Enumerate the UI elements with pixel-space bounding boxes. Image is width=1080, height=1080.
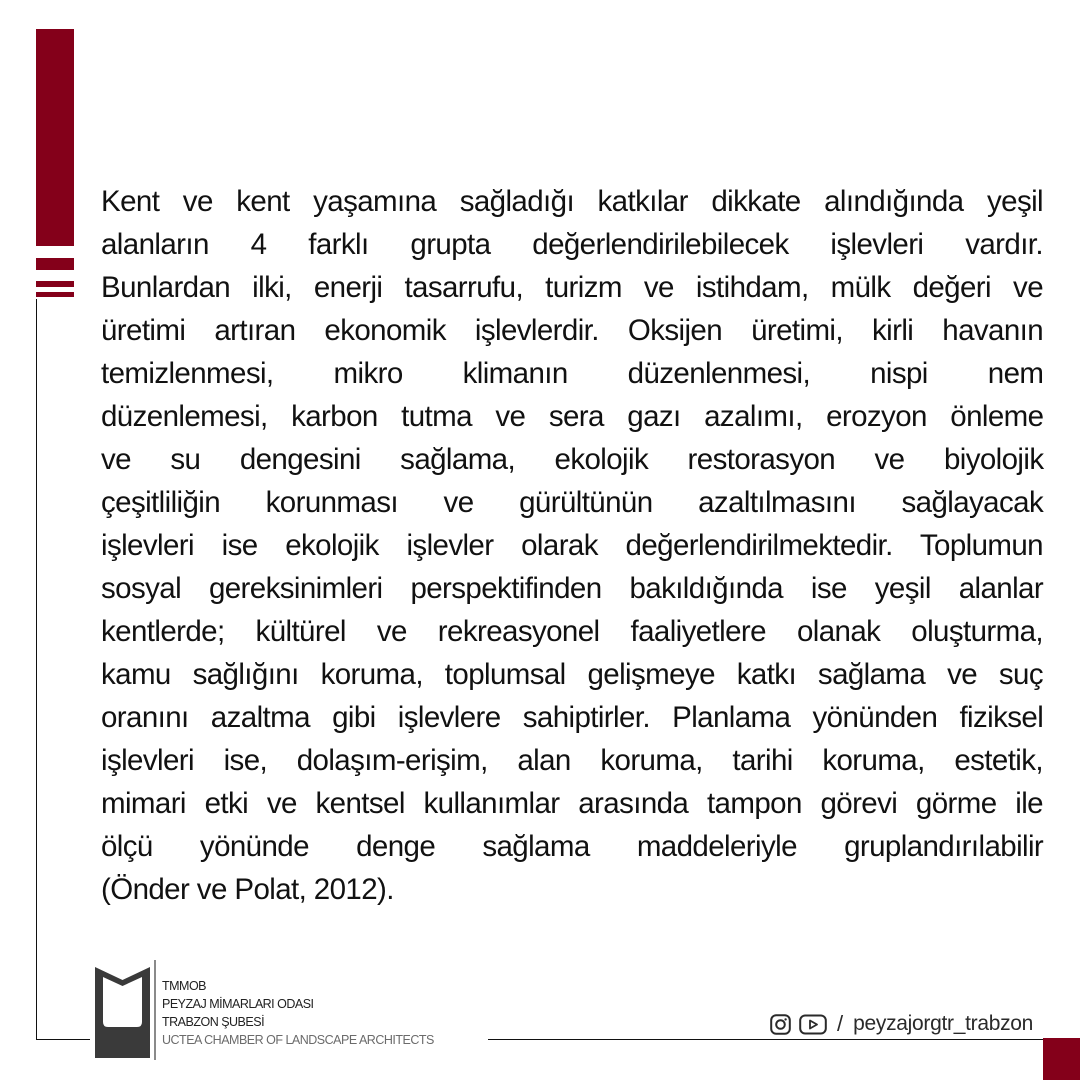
text-line: ve su dengesini sağlama, ekolojik restorasyon ve biyolojik (101, 443, 1044, 476)
organization-name (162, 977, 434, 1049)
decorative-stripe (36, 258, 74, 270)
text-line: işlevleri ise ekolojik işlevler olarak değerlendirilmektedir. Toplumun (101, 529, 1043, 562)
body-paragraph (101, 180, 1043, 911)
logo-divider (154, 960, 156, 1060)
text-line: kentlerde; kültürel ve rekreasyonel faaliyetlere olanak oluşturma, (101, 615, 1043, 648)
separator: / (837, 1011, 844, 1036)
frame-horizontal-line (36, 1039, 90, 1040)
decorative-red-bar (36, 29, 74, 246)
text-line: temizlenmesi, mikro klimanın düzenlenmesi, nispi nem (101, 357, 1044, 390)
decorative-stripe (36, 292, 74, 297)
text-line: (Önder ve Polat, 2012). (101, 873, 394, 906)
text-line: alanların 4 farklı grupta değerlendirilebilecek işlevleri vardır. (101, 228, 1043, 261)
org-line-branch: TRABZON ŞUBESİ (162, 1015, 265, 1029)
social-handle (770, 1011, 1033, 1037)
org-line-chamber: PEYZAJ MİMARLARI ODASI (162, 997, 314, 1011)
org-line-english: UCTEA CHAMBER OF LANDSCAPE ARCHITECTS (162, 1033, 434, 1047)
text-line: düzenlemesi, karbon tutma ve sera gazı azalımı, erozyon önleme (101, 400, 1044, 433)
tmmob-logo-icon (95, 965, 150, 1058)
text-line: ölçü yönünde denge sağlama maddeleriyle gruplandırılabilir (101, 830, 1044, 863)
youtube-icon[interactable] (799, 1014, 827, 1035)
text-line: çeşitliliğin korunması ve gürültünün azaltılmasını sağlayacak (101, 486, 1044, 519)
text-line: Kent ve kent yaşamına sağladığı katkılar dikkate alındığında yeşil (101, 185, 1043, 218)
org-line-tmmob: TMMOB (162, 979, 207, 993)
decorative-corner-square (1043, 1038, 1080, 1080)
frame-vertical-line (36, 299, 37, 1040)
text-line: Bunlardan ilki, enerji tasarrufu, turizm ve istihdam, mülk değeri ve (101, 271, 1043, 304)
text-line: işlevleri ise, dolaşım-erişim, alan koruma, tarihi koruma, estetik, (101, 744, 1043, 777)
text-line: kamu sağlığını koruma, toplumsal gelişmeye katkı sağlama ve suç (101, 658, 1043, 691)
instagram-icon[interactable] (770, 1014, 791, 1035)
social-handle-text[interactable]: peyzajorgtr_trabzon (853, 1012, 1034, 1035)
decorative-stripe (36, 281, 74, 287)
text-line: oranını azaltma gibi işlevlere sahiptirler. Planlama yönünden fiziksel (101, 701, 1044, 734)
text-line: sosyal gereksinimleri perspektifinden bakıldığında ise yeşil alanlar (101, 572, 1044, 605)
text-line: mimari etki ve kentsel kullanımlar arasında tampon görevi görme ile (101, 787, 1043, 820)
text-line: üretimi artıran ekonomik işlevlerdir. Oksijen üretimi, kirli havanın (101, 314, 1044, 347)
frame-horizontal-line (488, 1039, 1044, 1040)
